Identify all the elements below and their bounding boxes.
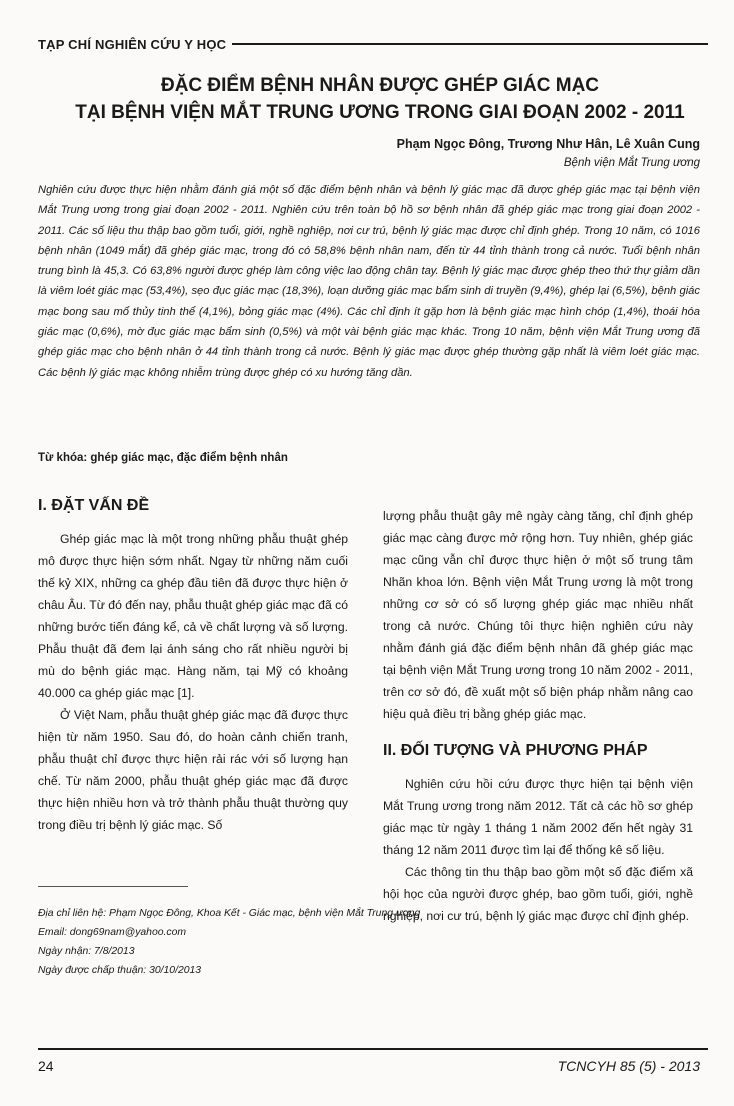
journal-name: TẠP CHÍ NGHIÊN CỨU Y HỌC (38, 36, 227, 52)
authors: Phạm Ngọc Đông, Trương Như Hân, Lê Xuân Cung (396, 137, 700, 151)
section-2-paragraph-1: Nghiên cứu hồi cứu được thực hiện tại bệnh viện Mắt Trung ương trong năm 2012. Tất cả các hồ sơ ghép giác mạc từ ngày 1 tháng 1 năm 2002 đến hết ngày 31 tháng 12 năm 2011 được tìm lại để thống kê số liệu. (383, 777, 693, 857)
keywords: Từ khóa: ghép giác mạc, đặc điểm bệnh nhân (38, 452, 288, 464)
section-2-heading: II. ĐỐI TƯỢNG VÀ PHƯƠNG PHÁP (383, 742, 648, 759)
correspondence-footnote (38, 904, 420, 980)
right-column (383, 505, 693, 927)
section-2-paragraph-2: Các thông tin thu thập bao gồm một số đặc điểm xã hội học của người được ghép, bao gồm tuổi, giới, nghề nghiệp, nơi cư trú, bệnh lý giác mạc được chỉ định ghép. (383, 865, 693, 923)
journal-header (38, 34, 708, 54)
page-number: 24 (38, 1058, 54, 1074)
section-1-heading: I. ĐẶT VẤN ĐỀ (38, 497, 150, 514)
affiliation: Bệnh viện Mắt Trung ương (563, 157, 700, 169)
footnote-address: Địa chỉ liên hệ: Phạm Ngọc Đông, Khoa Kết - Giác mạc, bệnh viện Mắt Trung ương (38, 908, 421, 919)
section-1-paragraph-2: Ở Việt Nam, phẫu thuật ghép giác mạc đã được thực hiện từ năm 1950. Sau đó, do hoàn cảnh chiến tranh, phẫu thuật chỉ được thực hiện rải rác với số lượng hạn chế. Từ năm 2000, phẫu thuật ghép giác mạc đã được thực hiện nhiều hơn và trở thành phẫu thuật thường quy trong điều trị bệnh lý giác mạc. Số (38, 708, 348, 832)
left-column (38, 494, 348, 836)
abstract: Nghiên cứu được thực hiện nhằm đánh giá một số đặc điểm bệnh nhân và bệnh lý giác mạc đã được ghép giác mạc tại bệnh viện Mắt Trung ương trong giai đoạn 2002 - 2011. Nghiên cứu trên toàn bộ hồ sơ bệnh nhân đã ghép giác mạc trong giai đoạn 2002 - 2011. Các số liệu thu thập bao gồm tuổi, giới, nghề nghiệp, nơi cư trú, bệnh lý giác mạc được chỉ định ghép. Trong 10 năm, có 1016 bệnh nhân (1049 mắt) đã ghép giác mạc, trong đó có 58,8% bệnh nhân nam, đến từ 44 tỉnh thành trong cả nước. Tuổi bệnh nhân trung bình là 45,3. Có 63,8% người được ghép làm công việc lao động chân tay. Bệnh lý giác mạc được ghép theo thứ thự giảm dần là viêm loét giác mạc (53,4%), sẹo đục giác mạc (18,3%), loạn dưỡng giác mạc bẩm sinh di truyền (9,4%), ghép lại (6,5%), bệnh giác mạc bong sau mổ thủy tinh thể (4,1%), bỏng giác mạc (4%). Các chỉ định ít gặp hơn là bệnh giác mạc hình chóp (1,4%), thoái hóa giác mạc (0,6%), mờ đục giác mạc bẩm sinh (0,5%) và một vài bệnh giác mạc khác. Trong 10 năm, bệnh viện Mắt Trung ương đã ghép giác mạc cho bệnh nhân ở 44 tỉnh thành trong cả nước. Bệnh lý giác mạc được ghép thường gặp nhất là viêm loét giác mạc. Các bệnh lý giác mạc không nhiễm trùng được ghép có xu hướng tăng dần. (38, 184, 700, 379)
footer-rule (38, 1048, 708, 1050)
footnote-received: Ngày nhận: 7/8/2013 (38, 946, 135, 957)
footnote-email: Email: dong69nam@yahoo.com (38, 927, 187, 938)
footnote-accepted: Ngày được chấp thuận: 30/10/2013 (38, 965, 202, 976)
title-line-1: ĐẶC ĐIỂM BỆNH NHÂN ĐƯỢC GHÉP GIÁC MẠC (160, 75, 600, 96)
article-title (40, 72, 720, 126)
header-rule (232, 43, 708, 45)
footnote-rule (38, 886, 188, 887)
section-1-paragraph-3: lượng phẫu thuật gây mê ngày càng tăng, chỉ định ghép giác mạc càng được mở rộng hơn. Tuy nhiên, ghép giác mạc cũng vẫn chỉ được thực hiện ở một số trung tâm Nhãn khoa lớn. Bệnh viện Mắt Trung ương là một trong những cơ sở có số lượng ghép giác mạc nhiều nhất trong cả nước. Chúng tôi thực hiện nghiên cứu này nhằm đánh giá đặc điểm bệnh nhân đã ghép giác mạc tại bệnh viện Mắt Trung ương trong 10 năm 2002 - 2011, trên cơ sở đó, đề xuất một số biện pháp nhằm nâng cao hiệu quả điều trị bằng ghép giác mạc. (383, 509, 693, 721)
section-1-paragraph-1: Ghép giác mạc là một trong những phẫu thuật ghép mô được thực hiện sớm nhất. Ngay từ những năm cuối thế kỷ XIX, những ca ghép đầu tiên đã được thực hiện ở châu Âu. Từ đó đến nay, phẫu thuật ghép giác mạc đã có những bước tiến đáng kể, cả về chất lượng và số lượng. Phẫu thuật đã đem lại ánh sáng cho rất nhiều người bị mù do bệnh giác mạc. Hàng năm, tại Mỹ có khoảng 40.000 ca ghép giác mạc [1]. (38, 532, 348, 700)
journal-issue: TCNCYH 85 (5) - 2013 (557, 1058, 700, 1074)
title-line-2: TẠI BỆNH VIỆN MẮT TRUNG ƯƠNG TRONG GIAI ĐOẠN 2002 - 2011 (75, 102, 685, 123)
